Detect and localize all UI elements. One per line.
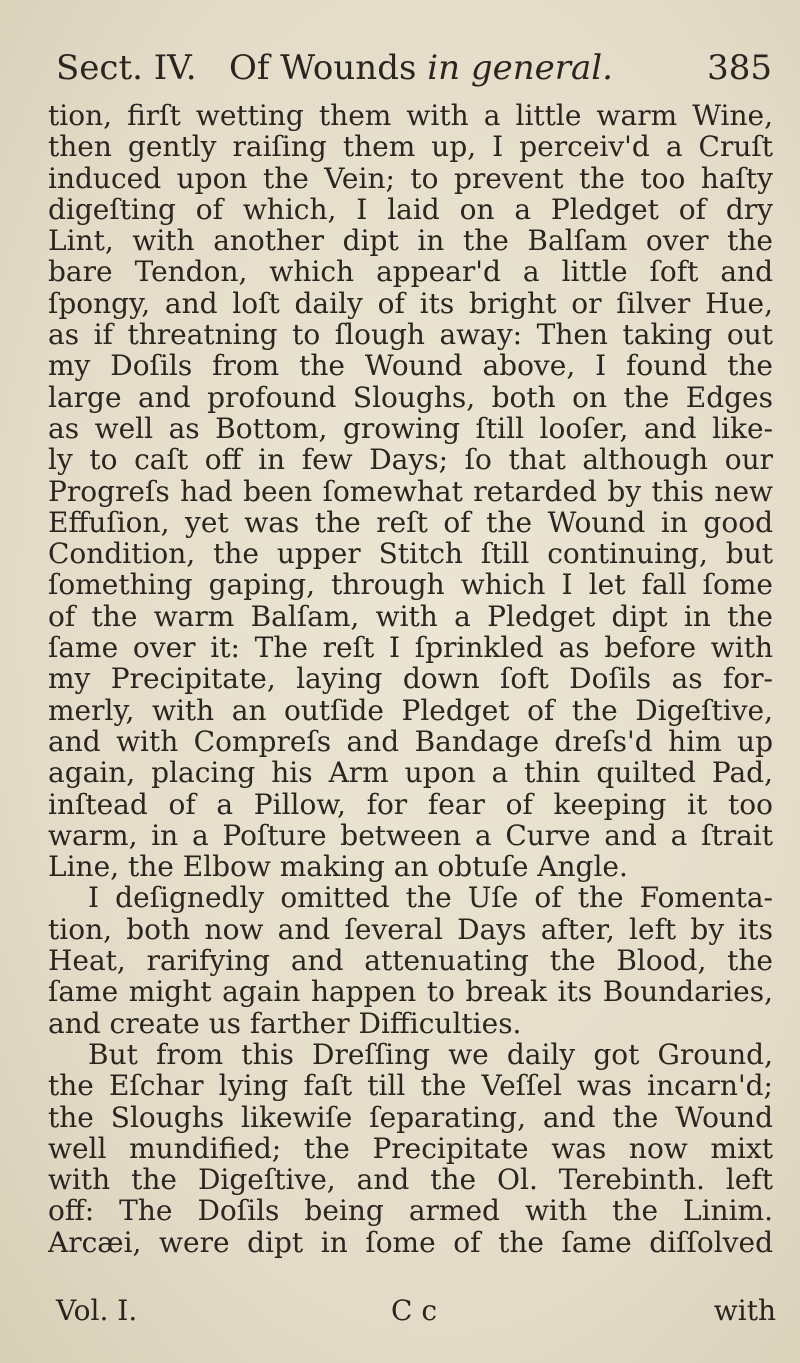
text-line: Progreſs had been ſomewhat retarded by this new (48, 475, 773, 507)
text-line: Lint, with another dipt in the Balſam over the (48, 225, 773, 257)
body-text (48, 100, 773, 1258)
text-line: Line, the Elbow making an obtuſe Angle. (48, 851, 628, 883)
text-line: Effuſion, yet was the reſt of the Wound in good (48, 506, 773, 539)
text-line: with the Digeſtive, and the Ol. Terebinth. left (48, 1164, 773, 1196)
text-line: again, placing his Arm upon a thin quilted Pad, (48, 757, 773, 789)
text-line: large and profound Sloughs, both on the Edges (48, 381, 773, 413)
text-line: the Sloughs likewiſe ſeparating, and the Wound (48, 1101, 773, 1133)
text-line: and with Compreſs and Bandage dreſs'd him up (48, 725, 773, 758)
text-line: then gently raiſing them up, I perceiv'd a Cruſt (48, 131, 773, 163)
text-line: warm, in a Poſture between a Curve and a ſtrait (48, 819, 773, 852)
page-number: 385 (707, 48, 772, 88)
signature-mark: C c (391, 1294, 438, 1327)
text-line: But from this Dreſſing we daily got Ground, (88, 1038, 773, 1071)
text-line: I deſignedly omitted the Uſe of the Fomenta- (88, 882, 773, 914)
text-line: ſame might again happen to break its Boundaries, (48, 976, 773, 1008)
text-line: of the warm Balſam, with a Pledget dipt in the (48, 600, 773, 633)
text-line: Arcæi, were dipt in ſome of the ſame diſſolved (48, 1226, 773, 1258)
text-line: tion, both now and ſeveral Days after, left by its (48, 913, 773, 946)
text-line: bare Tendon, which appear'd a little ſoft and (48, 256, 773, 288)
text-line: as well as Bottom, growing ſtill looſer, and like- (48, 412, 773, 445)
text-line: the Eſchar lying faſt till the Veſſel was incarn'd; (48, 1070, 773, 1102)
text-line: Heat, rarifying and attenuating the Blood, the (48, 945, 773, 977)
section-label: Sect. IV. (56, 48, 197, 88)
text-line: ly to caſt off in few Days; ſo that although our (48, 444, 773, 476)
text-line: off: The Doſils being armed with the Linim. (48, 1195, 773, 1227)
catchword: with (713, 1294, 776, 1327)
title-text: Of Wounds (229, 48, 417, 88)
text-line: my Doſils from the Wound above, I found the (48, 350, 773, 382)
text-line: inſtead of a Pillow, for fear of keeping it too (48, 788, 773, 820)
running-header (32, 48, 772, 94)
text-line: merly, with an outſide Pledget of the Digeſtive, (48, 694, 773, 726)
volume-signature: Vol. I. (56, 1294, 138, 1327)
text-line: as if threatning to ſlough away: Then taking out (48, 319, 773, 351)
text-line: Condition, the upper Stitch ſtill continuing, but (48, 538, 773, 570)
text-line: ſame over it: The reſt I ſprinkled as before with (48, 632, 773, 664)
text-line: induced upon the Vein; to prevent the too haſty (48, 162, 773, 194)
page-footer (56, 1294, 776, 1334)
text-line: and create us farther Difficulties. (48, 1007, 522, 1039)
text-line: my Precipitate, laying down ſoft Doſils as for- (48, 663, 773, 695)
text-line: ſpongy, and loſt daily of its bright or ſilver Hue, (48, 287, 773, 320)
text-line: well mundified; the Precipitate was now mixt (48, 1132, 773, 1165)
header-title (56, 48, 613, 88)
title-italic: in general. (427, 48, 613, 88)
text-line: digeſting of which, I laid on a Pledget of dry (48, 193, 773, 226)
text-line: tion, firſt wetting them with a little warm Wine, (48, 100, 773, 132)
text-line: ſomething gaping, through which I let fall ſome (48, 569, 773, 601)
